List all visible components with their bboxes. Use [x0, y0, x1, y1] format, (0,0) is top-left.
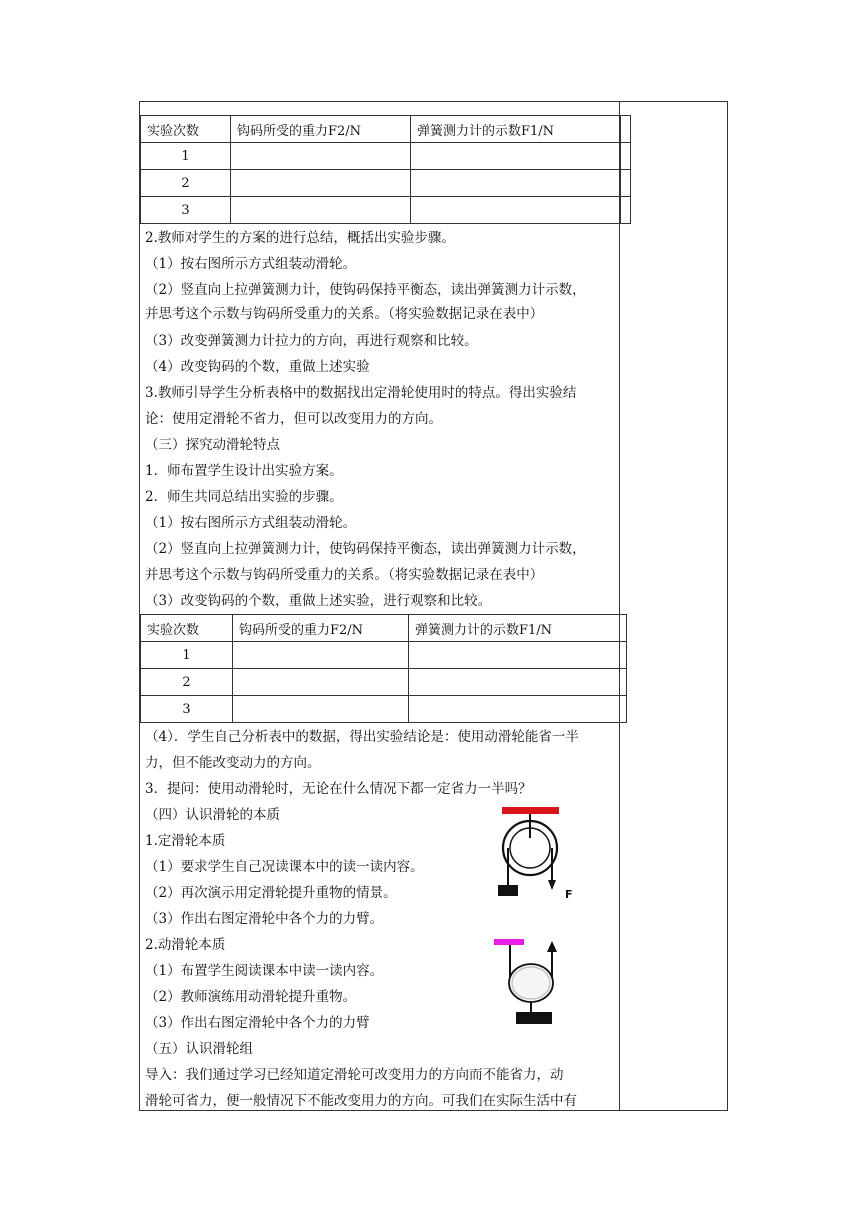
body-text-line: 导入：我们通过学习已经知道定滑轮可改变用力的方向而不能省力，动	[145, 1067, 564, 1083]
table-cell	[409, 669, 627, 696]
body-text-line: 3．提问：使用动滑轮时，无论在什么情况下都一定省力一半吗？	[145, 781, 532, 797]
header-cell: 弹簧测力计的示数F1/N	[411, 116, 621, 143]
table-row	[141, 143, 631, 170]
table-cell	[411, 197, 621, 224]
table-cell	[621, 143, 631, 170]
body-text-line: 论：使用定滑轮不省力，但可以改变用力的方向。	[145, 411, 442, 427]
support-bar	[494, 939, 524, 945]
header-cell: 钩码所受的重力F2/N	[231, 116, 411, 143]
table-cell: 3	[141, 696, 233, 723]
table-cell	[409, 642, 627, 669]
table-row	[141, 669, 627, 696]
header-cell: 实验次数	[141, 116, 231, 143]
body-text-line: 滑轮可省力，便一般情况下不能改变用力的方向。可我们在实际生活中有	[145, 1093, 577, 1109]
header-cell: 实验次数	[141, 615, 233, 642]
fixed-pulley-diagram	[490, 800, 580, 900]
body-text-line: 2.动滑轮本质	[145, 937, 226, 953]
movable-pulley-diagram	[490, 935, 580, 1030]
force-label: F	[565, 888, 573, 900]
table-header-row	[141, 615, 627, 642]
force-arrow	[548, 880, 556, 890]
hanging-weight	[498, 885, 518, 896]
data-table-fixed-pulley	[140, 115, 631, 224]
right-column-divider	[619, 101, 620, 1111]
data-table-movable-pulley	[140, 614, 627, 723]
body-text-line: （3）改变弹簧测力计拉力的方向，再进行观察和比较。	[145, 333, 478, 349]
table-cell	[621, 170, 631, 197]
body-text-line: （2）再次演示用定滑轮提升重物的情景。	[145, 885, 397, 901]
ceiling-bar	[502, 807, 559, 814]
table-cell	[411, 170, 621, 197]
body-text-line: 2．师生共同总结出实验的步骤。	[145, 489, 343, 505]
body-text-line: （3）作出右图定滑轮中各个力的力臂。	[145, 911, 384, 927]
body-text-line: 1.定滑轮本质	[145, 833, 226, 849]
table-cell	[231, 197, 411, 224]
section-heading: （五）认识滑轮组	[145, 1041, 253, 1057]
table-cell: 2	[141, 669, 233, 696]
table-cell	[233, 669, 409, 696]
table-cell	[621, 197, 631, 224]
body-text-line: （2）教师演练用动滑轮提升重物。	[145, 989, 357, 1005]
table-cell	[411, 143, 621, 170]
table-row	[141, 696, 627, 723]
body-text-line: 并思考这个示数与钩码所受重力的关系。（将实验数据记录在表中）	[145, 567, 544, 583]
table-header-row	[141, 116, 631, 143]
table-cell: 1	[141, 143, 231, 170]
body-text-line: 2.教师对学生的方案的进行总结，概括出实验步骤。	[145, 230, 455, 246]
table-cell	[231, 143, 411, 170]
body-text-line: （3）作出右图定滑轮中各个力的力臂	[145, 1015, 370, 1031]
table-row	[141, 170, 631, 197]
body-text-line: （4）．学生自己分析表中的数据，得出实验结论是：使用动滑轮能省一半	[145, 729, 579, 745]
body-text-line: 力，但不能改变动力的方向。	[145, 755, 321, 771]
table-cell	[233, 696, 409, 723]
pulley-wheel	[509, 964, 553, 1002]
body-text-line: （4）改变钩码的个数，重做上述实验	[145, 359, 370, 375]
table-cell	[409, 696, 627, 723]
hanging-weight	[516, 1012, 552, 1024]
body-text-line: （1）按右图所示方式组装动滑轮。	[145, 515, 357, 531]
body-text-line: （2）竖直向上拉弹簧测力计，使钩码保持平衡态，读出弹簧测力计示数，	[145, 282, 586, 298]
body-text-line: （1）布置学生阅读课本中读一读内容。	[145, 963, 384, 979]
body-text-line: （2）竖直向上拉弹簧测力计，使钩码保持平衡态，读出弹簧测力计示数，	[145, 541, 586, 557]
table-cell	[233, 642, 409, 669]
section-heading: （三）探究动滑轮特点	[145, 437, 280, 453]
table-cell	[621, 116, 631, 143]
body-text-line: 1．师布置学生设计出实验方案。	[145, 463, 343, 479]
header-cell: 钩码所受的重力F2/N	[233, 615, 409, 642]
section-heading: （四）认识滑轮的本质	[145, 807, 280, 823]
body-text-line: （3）改变钩码的个数，重做上述实验，进行观察和比较。	[145, 593, 492, 609]
force-arrow	[547, 941, 557, 952]
table-row	[141, 197, 631, 224]
table-cell: 2	[141, 170, 231, 197]
body-text-line: 并思考这个示数与钩码所受重力的关系。（将实验数据记录在表中）	[145, 306, 544, 322]
table-row	[141, 642, 627, 669]
table-cell	[231, 170, 411, 197]
table-cell: 1	[141, 642, 233, 669]
body-text-line: （1）要求学生自己况读课本中的读一读内容。	[145, 859, 424, 875]
body-text-line: 3.教师引导学生分析表格中的数据找出定滑轮使用时的特点。得出实验结	[145, 385, 577, 401]
header-cell: 弹簧测力计的示数F1/N	[409, 615, 627, 642]
table-cell: 3	[141, 197, 231, 224]
body-text-line: （1）按右图所示方式组装动滑轮。	[145, 256, 357, 272]
